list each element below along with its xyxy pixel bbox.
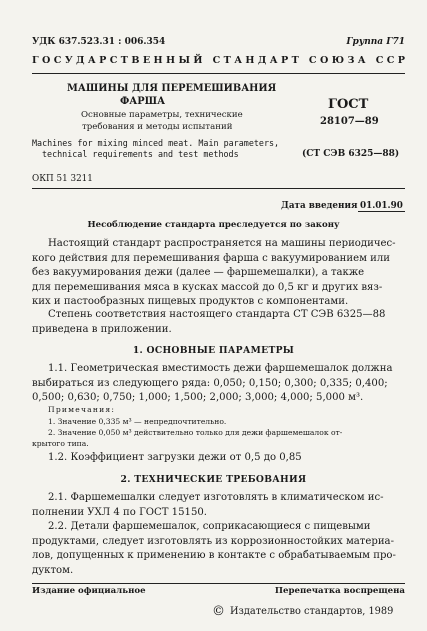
intro-paragraph	[32, 237, 405, 310]
publisher-line: Издательство стандартов, 1989	[230, 606, 394, 617]
okp-code: ОКП 51 3211	[32, 174, 93, 184]
section1-line: 1.1. Геометрическая вместимость дежи фаршемешалок должна	[48, 363, 393, 374]
section2-line: 2.1. Фаршемешалки следует изготовлять в климатическом ис-	[48, 492, 384, 503]
group-code: Группа Г71	[346, 37, 405, 47]
intro-date-label: Дата введения	[281, 201, 358, 211]
intro-line: кого действия для перемешивания фарша с вакуумированием или	[32, 252, 391, 264]
section1-paragraph2: 1.2. Коэффициент загрузки дежи от 0,5 до 0,85	[48, 452, 302, 463]
section2-line: полнении УХЛ 4 по ГОСТ 15150.	[32, 506, 208, 518]
intro-line: ких и пастообразных пищевых продуктов с компонентами.	[32, 296, 349, 307]
section2-heading: 2. ТЕХНИЧЕСКИЕ ТРЕБОВАНИЯ	[120, 474, 307, 485]
intro-line: Настоящий стандарт распространяется на машины периодичес-	[48, 238, 396, 249]
note-2-line2: крытого типа.	[32, 439, 89, 448]
section1-heading: 1. ОСНОВНЫЕ ПАРАМЕТРЫ	[132, 345, 295, 356]
title-ru-line1: МАШИНЫ ДЛЯ ПЕРЕМЕШИВАНИЯ	[67, 83, 277, 94]
gost-number: 28107—89	[320, 116, 379, 127]
section2-line: продуктами, следует изготовлять из коррозионностойких материа-	[32, 535, 394, 547]
udc-code: УДК 637.523.31 : 006.354	[32, 37, 166, 47]
section1-line: выбираться из следующего ряда: 0,050; 0,150; 0,300; 0,335; 0,400;	[32, 377, 388, 389]
section2-line: лов, допущенных к применению в контакте с обрабатываемым про-	[32, 550, 396, 561]
section2-paragraph1	[32, 491, 405, 520]
title-ru-line2: ФАРША	[120, 96, 166, 107]
title-rule	[32, 188, 405, 189]
compliance-line: приведена в приложении.	[32, 323, 172, 335]
section1-line: 0,500; 0,630; 0,750; 1,000; 1,500; 2,000; 3,000; 4,000; 5,000 м³.	[32, 392, 364, 403]
subtitle-ru-line1: Основные параметры, технические	[81, 110, 243, 120]
compliance-line: Степень соответствия настоящего стандарта СТ СЭВ 6325—88	[48, 309, 386, 320]
standard-title: ГОСУДАРСТВЕННЫЙ СТАНДАРТ СОЮЗА ССР	[32, 55, 409, 66]
section2-paragraph2	[32, 520, 405, 578]
section2-line: 2.2. Детали фаршемешалок, соприкасающиеся с пищевыми	[48, 521, 371, 532]
note-2-line1: 2. Значение 0,050 м³ действительно только для дежи фаршемешалок от-	[48, 428, 343, 437]
title-en-line2: technical requirements and test methods	[42, 149, 239, 159]
intro-line: для перемешивания мяса в кусках массой до 0,5 кг и других вяз-	[32, 281, 383, 293]
reprint-notice: Перепечатка воспрещена	[274, 586, 405, 596]
copyright-symbol: ©	[212, 604, 225, 619]
compliance-paragraph	[32, 308, 405, 337]
gost-label: ГОСТ	[328, 97, 369, 112]
header-rule	[32, 73, 405, 74]
section1-paragraph1	[32, 362, 405, 406]
intro-line: без вакуумирования дежи (далее — фаршемешалки), а также	[32, 267, 365, 278]
cmea-reference: (СТ СЭВ 6325—88)	[302, 149, 400, 159]
section2-line: дуктом.	[32, 564, 74, 576]
notes-label: Примечания:	[48, 405, 116, 414]
intro-date-value: 01.01.90	[360, 201, 403, 211]
note-1: 1. Значение 0,335 м³ — непредпочтительно.	[48, 417, 227, 426]
law-notice: Несоблюдение стандарта преследуется по закону	[87, 220, 340, 230]
footer-rule	[32, 583, 405, 584]
official-edition: Издание официальное	[32, 586, 146, 596]
subtitle-ru-line2: требования и методы испытаний	[82, 122, 233, 132]
title-en-line1: Machines for mixing minced meat. Main parameters,	[32, 138, 280, 148]
